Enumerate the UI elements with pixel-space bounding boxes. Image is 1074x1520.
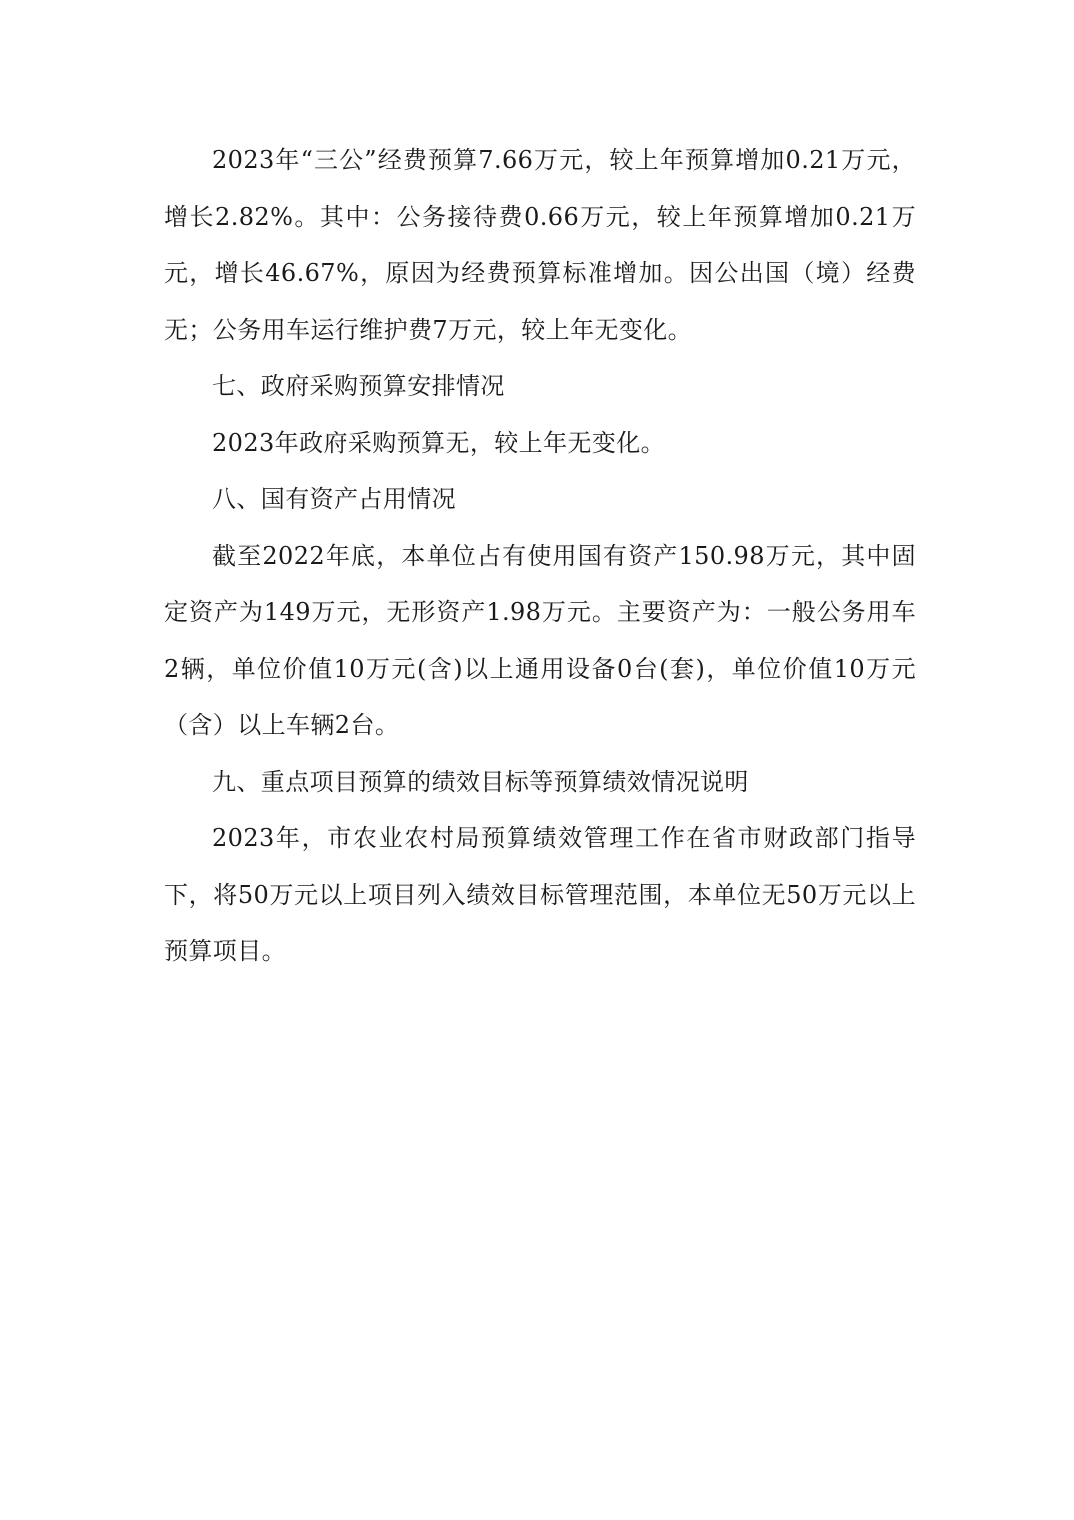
section-heading-government-procurement: 七、政府采购预算安排情况 (212, 372, 505, 400)
document-body (164, 132, 916, 980)
paragraph-state-assets: 截至2022年底，本单位占有使用国有资产150.98万元，其中固定资产为149万元，无形资产1.98万元。主要资产为：一般公务用车2辆，单位价值10万元(含)以上通用设备0台(套)，单位价值10万元（含）以上车辆2台。 (164, 541, 916, 739)
paragraph-government-procurement: 2023年政府采购预算无，较上年无变化。 (212, 428, 666, 457)
paragraph-three-public-expenses: 2023年“三公”经费预算7.66万元，较上年预算增加0.21万元，增长2.82%。其中：公务接待费0.66万元，较上年预算增加0.21万元，增长46.67%，原因为经费预算标准增加。因公出国（境）经费无；公务用车运行维护费7万元，较上年无变化。 (164, 146, 916, 344)
paragraph-performance-goals: 2023年，市农业农村局预算绩效管理工作在省市财政部门指导下，将50万元以上项目列入绩效目标管理范围，本单位无50万元以上预算项目。 (164, 824, 916, 965)
section-heading-performance-goals: 九、重点项目预算的绩效目标等预算绩效情况说明 (212, 767, 749, 796)
section-heading-state-assets: 八、国有资产占用情况 (212, 485, 456, 513)
